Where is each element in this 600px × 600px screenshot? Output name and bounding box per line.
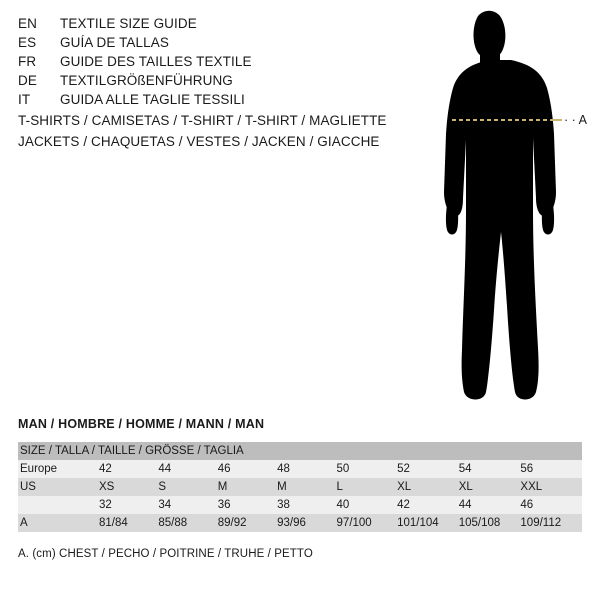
cell: 48 [277,460,336,478]
cell: 42 [99,460,158,478]
cell: 32 [99,496,158,514]
cell: 34 [158,496,217,514]
cell: 44 [459,496,521,514]
language-row-fr [18,52,398,71]
row-label-europe: Europe [18,460,99,478]
cell: 52 [397,460,459,478]
language-text-es: GUÍA DE TALLAS [60,35,169,50]
cell: 50 [337,460,398,478]
chest-measure-letter: A [578,113,587,127]
cell: 54 [459,460,521,478]
chest-measure-dash: · · [564,113,576,127]
category-tshirts: T-SHIRTS / CAMISETAS / T-SHIRT / T-SHIRT / MAGLIETTE [18,113,387,128]
cell: 85/88 [158,514,217,532]
cell: 38 [277,496,336,514]
size-table [18,442,582,532]
cell: S [158,478,217,496]
cell: 81/84 [99,514,158,532]
cell: 46 [218,460,277,478]
language-list [18,14,398,109]
table-row [18,514,582,532]
language-text-it: GUIDA ALLE TAGLIE TESSILI [60,92,245,107]
male-silhouette-figure [400,10,600,410]
table-row [18,478,582,496]
language-row-it [18,90,398,109]
language-text-de: TEXTILGRÖßENFÜHRUNG [60,73,233,88]
cell: 56 [520,460,582,478]
cell: 44 [158,460,217,478]
footnote: A. (cm) CHEST / PECHO / POITRINE / TRUHE / PETTO [18,548,313,560]
cell: 109/112 [520,514,582,532]
cell: 101/104 [397,514,459,532]
row-label-a: A [18,514,99,532]
cell: 105/108 [459,514,521,532]
language-code-it: IT [18,92,31,107]
table-title: MAN / HOMBRE / HOMME / MANN / MAN [18,417,265,431]
table-row [18,496,582,514]
cell: L [337,478,398,496]
language-text-fr: GUIDE DES TAILLES TEXTILE [60,54,252,69]
cell: 42 [397,496,459,514]
table-row [18,460,582,478]
cell: M [218,478,277,496]
language-code-es: ES [18,35,37,50]
cell: 46 [520,496,582,514]
language-text-en: TEXTILE SIZE GUIDE [60,16,197,31]
cell: 89/92 [218,514,277,532]
language-row-es [18,33,398,52]
row-label-us: US [18,478,99,496]
cell: 36 [218,496,277,514]
cell: XXL [520,478,582,496]
table-header-label: SIZE / TALLA / TAILLE / GRÖSSE / TAGLIA [18,442,582,460]
cell: 93/96 [277,514,336,532]
category-jackets: JACKETS / CHAQUETAS / VESTES / JACKEN / GIACCHE [18,134,380,149]
table-header-row [18,442,582,460]
chest-measure-marker [564,113,587,127]
cell: XS [99,478,158,496]
language-code-en: EN [18,16,37,31]
cell: M [277,478,336,496]
cell: 40 [337,496,398,514]
language-row-en [18,14,398,33]
language-code-fr: FR [18,54,37,69]
category-list [18,110,418,152]
cell: 97/100 [337,514,398,532]
row-label-us-numeric [18,496,99,514]
language-row-de [18,71,398,90]
language-code-de: DE [18,73,37,88]
cell: XL [397,478,459,496]
cell: XL [459,478,521,496]
